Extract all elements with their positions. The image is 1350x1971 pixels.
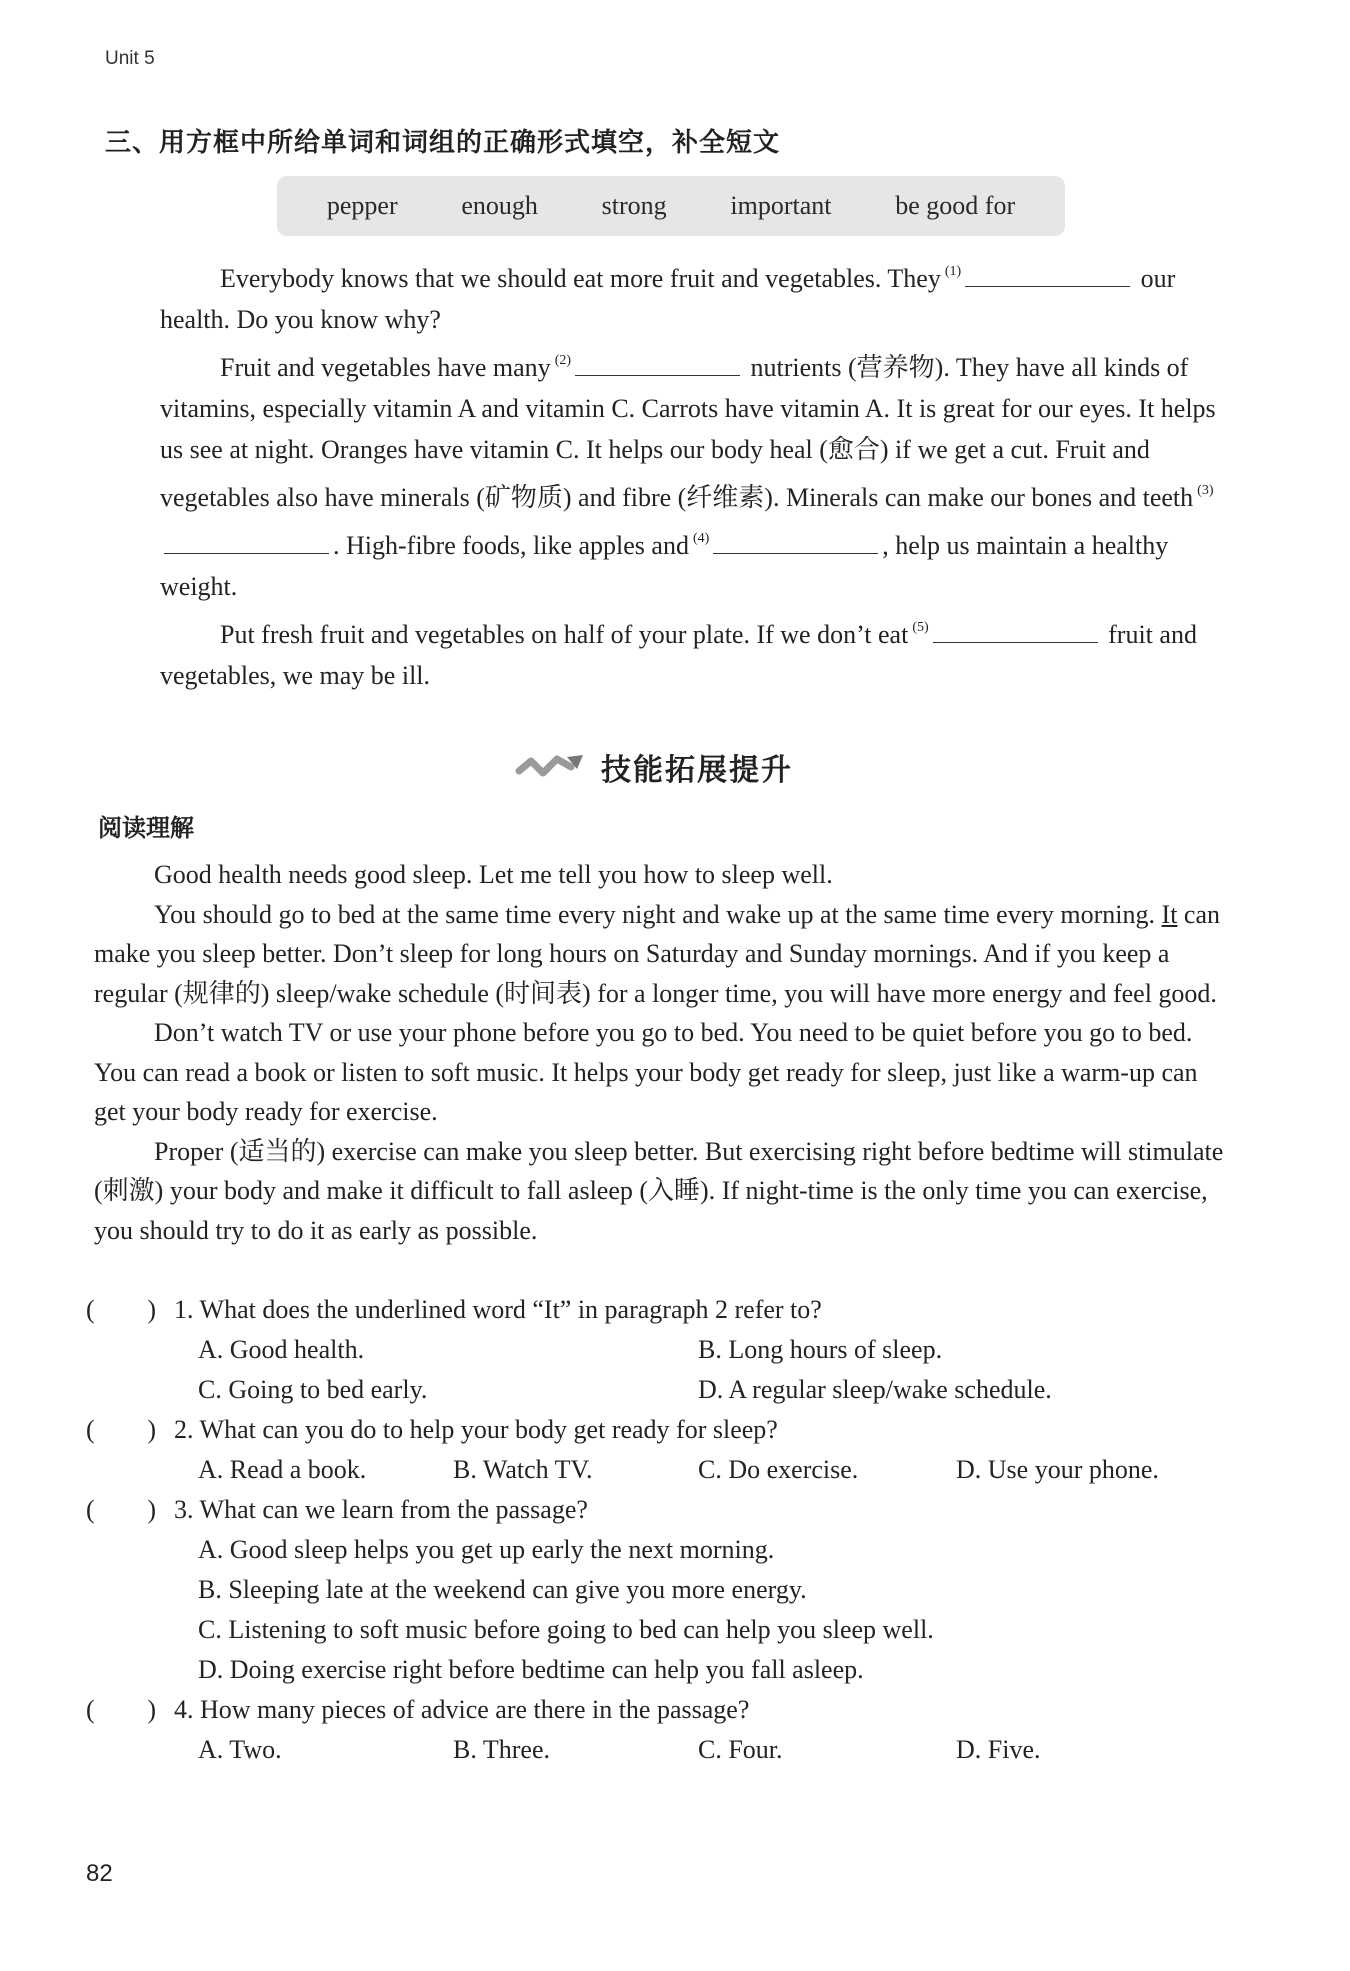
cloze-paragraph-1: Everybody knows that we should eat more fruit and vegetables. They $^{(1)}$ our health. Do you know why? <box>160 264 1176 334</box>
options <box>198 1730 1246 1770</box>
option[interactable]: B. Three. <box>453 1735 550 1764</box>
reading-paragraph-1: Good health needs good sleep. Let me tell you how to sleep well. <box>154 860 833 889</box>
option[interactable]: C. Four. <box>698 1735 783 1764</box>
blank-3[interactable] <box>164 531 329 554</box>
option[interactable]: A. Good health. <box>198 1335 365 1364</box>
option[interactable]: C. Do exercise. <box>698 1455 859 1484</box>
word-bank <box>277 176 1065 236</box>
options <box>198 1330 1246 1410</box>
answer-bracket[interactable]: ( ) <box>86 1415 156 1444</box>
exercise-title: 三、用方框中所给单词和词组的正确形式填空，补全短文 <box>105 128 781 158</box>
cloze-paragraph-2: Fruit and vegetables have many $^{(2)}$ nutrients (营养物). They have all kinds of vitamins, especially vitamin A and vitamin C. Carrots have vitamin A. It is great for our eyes. It helps us see at night. Oranges have vitamin C. It helps our body heal (愈合) if we get a cut. Fruit and vegetables also have minerals (矿物质) and fibre (纤维素). Minerals can make our bones and teeth $^{(3)}$. High-fibre foods, like apples and $^{(4)}$ , help us maintain a healthy weight. <box>160 353 1216 601</box>
option[interactable]: B. Sleeping late at the weekend can give you more energy. <box>198 1575 807 1604</box>
answer-bracket[interactable]: ( ) <box>86 1695 156 1724</box>
cloze-paragraph-3: Put fresh fruit and vegetables on half of your plate. If we don’t eat $^{(5)}$ fruit and vegetables, we may be ill. <box>160 620 1197 690</box>
question-2 <box>86 1410 1246 1450</box>
answer-bracket[interactable]: ( ) <box>86 1495 156 1524</box>
question-1 <box>86 1290 1246 1330</box>
underlined-word: It <box>1161 899 1178 929</box>
section-heading <box>515 745 793 789</box>
question-4 <box>86 1690 1246 1730</box>
blank-number: (1) <box>944 264 962 279</box>
option[interactable]: C. Going to bed early. <box>198 1375 428 1404</box>
question-stem: 4. How many pieces of advice are there in the passage? <box>174 1695 750 1724</box>
options <box>198 1450 1246 1490</box>
blank-5[interactable] <box>933 620 1098 643</box>
question-stem: 1. What does the underlined word “It” in paragraph 2 refer to? <box>174 1295 822 1324</box>
reading-label: 阅读理解 <box>98 814 194 842</box>
word-bank-item: enough <box>461 191 538 220</box>
option[interactable]: C. Listening to soft music before going to bed can help you sleep well. <box>198 1615 934 1644</box>
word-bank-item: pepper <box>326 191 398 220</box>
answer-bracket[interactable]: ( ) <box>86 1295 156 1324</box>
blank-number: (2) <box>554 353 572 368</box>
options <box>198 1530 1246 1690</box>
option[interactable]: D. Use your phone. <box>956 1455 1159 1484</box>
option[interactable]: A. Good sleep helps you get up early the next morning. <box>198 1535 775 1564</box>
blank-number: (5) <box>912 620 929 635</box>
option[interactable]: B. Watch TV. <box>453 1455 593 1484</box>
reading-passage <box>94 855 1234 1250</box>
unit-label: Unit 5 <box>105 48 155 69</box>
blank-number: (4) <box>692 531 710 546</box>
option[interactable]: B. Long hours of sleep. <box>698 1335 943 1364</box>
option[interactable]: D. Five. <box>956 1735 1041 1764</box>
section-heading-text: 技能拓展提升 <box>601 753 793 788</box>
blank-number: (3) <box>1197 483 1214 498</box>
question-stem: 3. What can we learn from the passage? <box>174 1495 588 1524</box>
question-stem: 2. What can you do to help your body get ready for sleep? <box>174 1415 778 1444</box>
blank-4[interactable] <box>713 531 878 554</box>
option[interactable]: A. Read a book. <box>198 1455 367 1484</box>
question-3 <box>86 1490 1246 1530</box>
option[interactable]: D. Doing exercise right before bedtime can help you fall asleep. <box>198 1655 864 1684</box>
option[interactable]: A. Two. <box>198 1735 282 1764</box>
blank-1[interactable] <box>965 264 1130 287</box>
word-bank-item: strong <box>601 191 667 220</box>
reading-paragraph-4: Proper (适当的) exercise can make you sleep better. But exercising right before bedtime will stimulate (刺激) your body and make it difficult to fall asleep (入睡). If night-time is the only time you can exercise, you should try to do it as early as possible. <box>94 1136 1224 1245</box>
word-bank-item: important <box>730 191 832 220</box>
reading-paragraph-3: Don’t watch TV or use your phone before you go to bed. You need to be quiet before you go to bed. You can read a book or listen to soft music. It helps your body get ready for sleep, just like a warm-up can get your body ready for exercise. <box>94 1018 1198 1126</box>
option[interactable]: D. A regular sleep/wake schedule. <box>698 1375 1052 1404</box>
word-bank-item: be good for <box>895 191 1016 220</box>
cloze-passage <box>160 251 1240 696</box>
blank-2[interactable] <box>575 353 740 376</box>
page-number: 82 <box>86 1860 113 1887</box>
reading-paragraph-2: You should go to bed at the same time every night and wake up at the same time every morning. It can make you sleep better. Don’t sleep for long hours on Saturday and Sunday mornings. And if you keep a regular (规律的) sleep/wake schedule (时间表) for a longer time, you will have more energy and feel good. <box>94 899 1221 1008</box>
trend-up-icon <box>515 749 587 785</box>
question-list <box>86 1290 1246 1770</box>
